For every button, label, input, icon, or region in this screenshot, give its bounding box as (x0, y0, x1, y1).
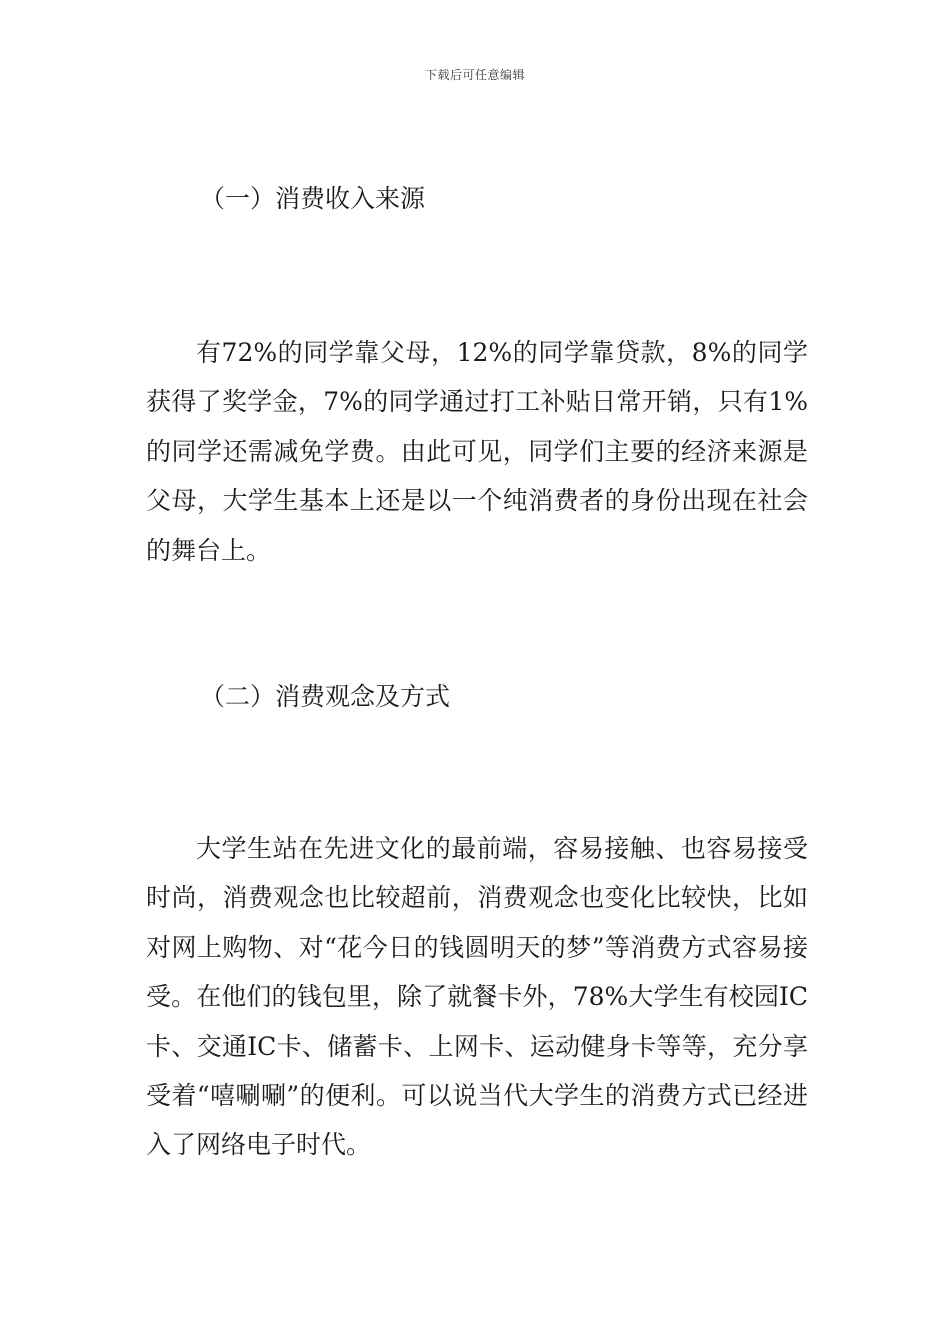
section-heading-income-source: （一）消费收入来源 (200, 184, 426, 213)
section-heading-consumption-concept: （二）消费观念及方式 (200, 682, 451, 711)
section-paragraph-income-source: 有72%的同学靠父母，12%的同学靠贷款，8%的同学获得了奖学金，7%的同学通过打工补贴日常开销，只有1%的同学还需减免学费。由此可见，同学们主要的经济来源是父母，大学生基本上还是以一个纯消费者的身份出现在社会的舞台上。 (146, 338, 808, 565)
section-paragraph-consumption-concept: 大学生站在先进文化的最前端，容易接触、也容易接受时尚，消费观念也比较超前，消费观念也变化比较快，比如对网上购物、对“花今日的钱圆明天的梦”等消费方式容易接受。在他们的钱包里，除了就餐卡外，78%大学生有校园IC卡、交通IC卡、储蓄卡、上网卡、运动健身卡等等，充分享受着“嘻唰唰”的便利。可以说当代大学生的消费方式已经进入了网络电子时代。 (146, 834, 808, 1160)
header-note: 下载后可任意编辑 (424, 68, 525, 82)
